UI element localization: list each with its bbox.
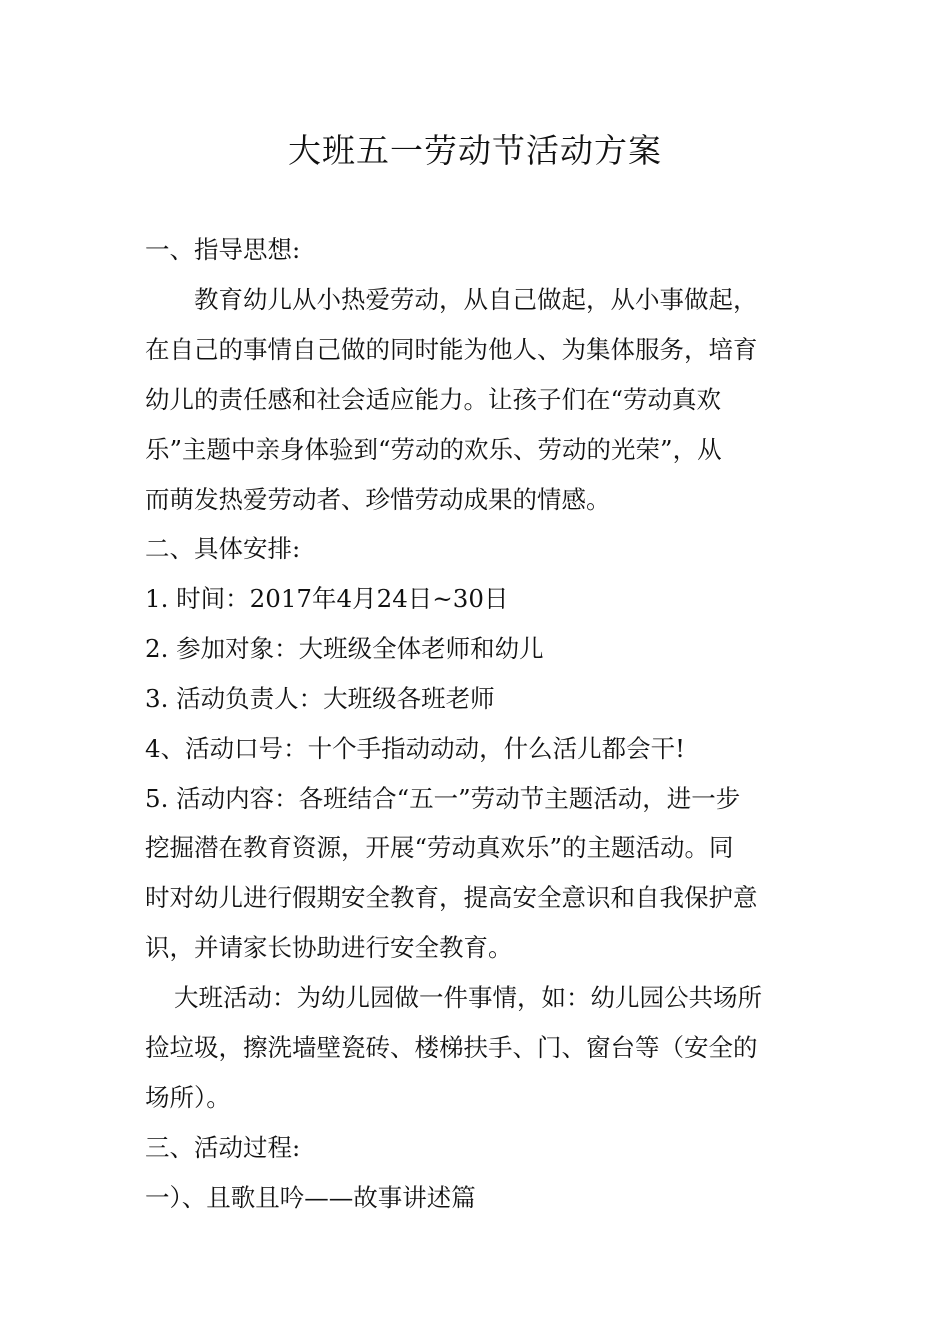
section-heading-process: 三、活动过程:	[145, 1133, 301, 1162]
list-item-slogan: 4、活动口号：十个手指动动动，什么活儿都会干!	[145, 734, 685, 763]
paragraph-line: 识，并请家长协助进行安全教育。	[145, 933, 513, 962]
paragraph-line: 大班活动：为幼儿园做一件事情，如：幼儿园公共场所	[174, 983, 762, 1012]
document-title: 大班五一劳动节活动方案	[288, 131, 662, 170]
paragraph-line: 幼儿的责任感和社会适应能力。让孩子们在“劳动真欢	[145, 385, 722, 414]
paragraph-line: 时对幼儿进行假期安全教育，提高安全意识和自我保护意	[145, 883, 758, 912]
list-item-participants: 2. 参加对象：大班级全体老师和幼儿	[145, 634, 544, 663]
paragraph-line: 而萌发热爱劳动者、珍惜劳动成果的情感。	[145, 485, 611, 514]
paragraph-line: 挖掘潜在教育资源，开展“劳动真欢乐”的主题活动。同	[145, 833, 734, 862]
list-item-responsible: 3. 活动负责人：大班级各班老师	[145, 684, 495, 713]
paragraph-line: 场所）。	[145, 1083, 231, 1112]
subsection-heading-story: 一）、且歌且吟——故事讲述篇	[145, 1183, 476, 1212]
list-item-time: 1. 时间：2017年4月24日~30日	[145, 584, 509, 613]
paragraph-line: 乐”主题中亲身体验到“劳动的欢乐、劳动的光荣”，从	[145, 435, 722, 464]
paragraph-line: 教育幼儿从小热爱劳动，从自己做起，从小事做起，	[194, 285, 758, 314]
paragraph-line: 在自己的事情自己做的同时能为他人、为集体服务，培育	[145, 335, 758, 364]
section-heading-guiding-thought: 一、指导思想:	[145, 235, 301, 264]
paragraph-line: 捡垃圾，擦洗墙壁瓷砖、楼梯扶手、门、窗台等（安全的	[145, 1033, 758, 1062]
section-heading-arrangement: 二、具体安排:	[145, 534, 301, 563]
list-item-content: 5. 活动内容：各班结合“五一”劳动节主题活动，进一步	[145, 784, 741, 813]
